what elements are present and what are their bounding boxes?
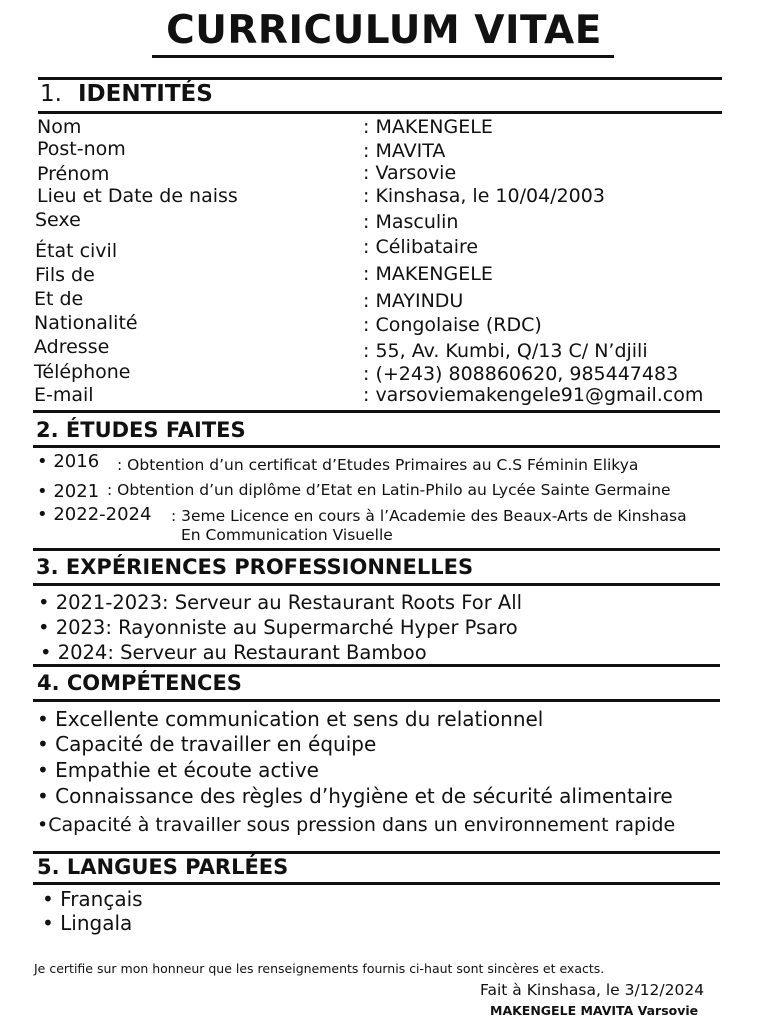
education-desc: : Obtention d’un certificat d’Etudes Primaires au C.S Féminin Elikya (117, 456, 639, 474)
section-rule (33, 548, 720, 551)
label-nom: Nom (37, 116, 82, 138)
value-email: : varsoviemakengele91@gmail.com (363, 384, 704, 406)
section-title-languages: 5. LANGUES PARLÉES (37, 855, 289, 879)
skill-item: • Connaissance des règles d’hygiène et de sécurité alimentaire (37, 784, 673, 808)
section-rule (33, 851, 720, 854)
label-et-de: Et de (34, 288, 84, 310)
section-rule (33, 882, 720, 885)
language-item: • Français (42, 887, 143, 911)
value-et-de: : MAYINDU (363, 290, 464, 312)
label-fils-de: Fils de (35, 264, 95, 286)
skill-item: •Capacité à travailler sous pression dans un environnement rapide (37, 814, 676, 836)
section-title-experience: 3. EXPÉRIENCES PROFESSIONNELLES (36, 555, 474, 579)
section-rule (38, 77, 722, 80)
label-telephone: Téléphone (34, 361, 131, 383)
experience-item: • 2021-2023: Serveur au Restaurant Roots For All (38, 591, 523, 614)
value-fils-de: : MAKENGELE (363, 263, 493, 285)
experience-item: • 2023: Rayonniste au Supermarché Hyper Psaro (38, 616, 518, 639)
experience-item: • 2024: Serveur au Restaurant Bamboo (40, 641, 427, 664)
section-number: 1. (40, 81, 62, 107)
title-underline (152, 55, 614, 58)
education-year: • 2021 (37, 481, 100, 502)
skill-item: • Excellente communication et sens du relationnel (37, 707, 544, 731)
value-etat-civil: : Célibataire (363, 236, 479, 258)
section-rule (33, 445, 720, 448)
language-item: • Lingala (42, 911, 133, 935)
education-desc-continued: En Communication Visuelle (181, 526, 393, 544)
label-post-nom: Post-nom (37, 138, 126, 160)
section-title-skills: 4. COMPÉTENCES (37, 671, 242, 695)
value-sexe: : Masculin (363, 211, 459, 233)
document-title: CURRICULUM VITAE (166, 8, 602, 53)
value-telephone: : (+243) 808860620, 985447483 (363, 363, 679, 385)
label-etat-civil: État civil (35, 240, 118, 262)
certification-statement: Je certifie sur mon honneur que les renseignements fournis ci-haut sont sincères et exacts. (34, 961, 605, 976)
label-email: E-mail (34, 384, 94, 406)
value-nationalite: : Congolaise (RDC) (363, 314, 542, 336)
section-rule (33, 583, 720, 586)
section-rule (33, 664, 720, 667)
label-prenom: Prénom (37, 163, 110, 185)
section-rule (33, 699, 720, 702)
signature-name: MAKENGELE MAVITA Varsovie (490, 1003, 699, 1018)
section-title-text: IDENTITÉS (77, 81, 213, 107)
value-adresse: : 55, Av. Kumbi, Q/13 C/ N’djili (363, 340, 648, 362)
label-adresse: Adresse (34, 336, 110, 358)
label-sexe: Sexe (35, 209, 81, 231)
education-year: • 2016 (37, 451, 100, 472)
value-nom: : MAKENGELE (363, 116, 493, 138)
skill-item: • Empathie et écoute active (37, 758, 319, 782)
value-post-nom: : MAVITA (363, 140, 446, 162)
section-rule (38, 111, 722, 114)
label-birth: Lieu et Date de naiss (37, 185, 238, 207)
label-nationalite: Nationalité (34, 312, 138, 334)
education-desc: : 3eme Licence en cours à l’Academie des Beaux-Arts de Kinshasa (171, 507, 687, 525)
section-rule (33, 410, 720, 413)
section-title-identity (40, 81, 213, 107)
value-prenom: : Varsovie (363, 162, 457, 184)
place-date: Fait à Kinshasa, le 3/12/2024 (480, 981, 705, 999)
education-desc: : Obtention d’un diplôme d’Etat en Latin-Philo au Lycée Sainte Germaine (107, 481, 671, 499)
section-title-education: 2. ÉTUDES FAITES (36, 418, 246, 442)
skill-item: • Capacité de travailler en équipe (37, 732, 377, 756)
education-year: • 2022-2024 (37, 504, 152, 525)
value-birth: : Kinshasa, le 10/04/2003 (363, 185, 605, 207)
